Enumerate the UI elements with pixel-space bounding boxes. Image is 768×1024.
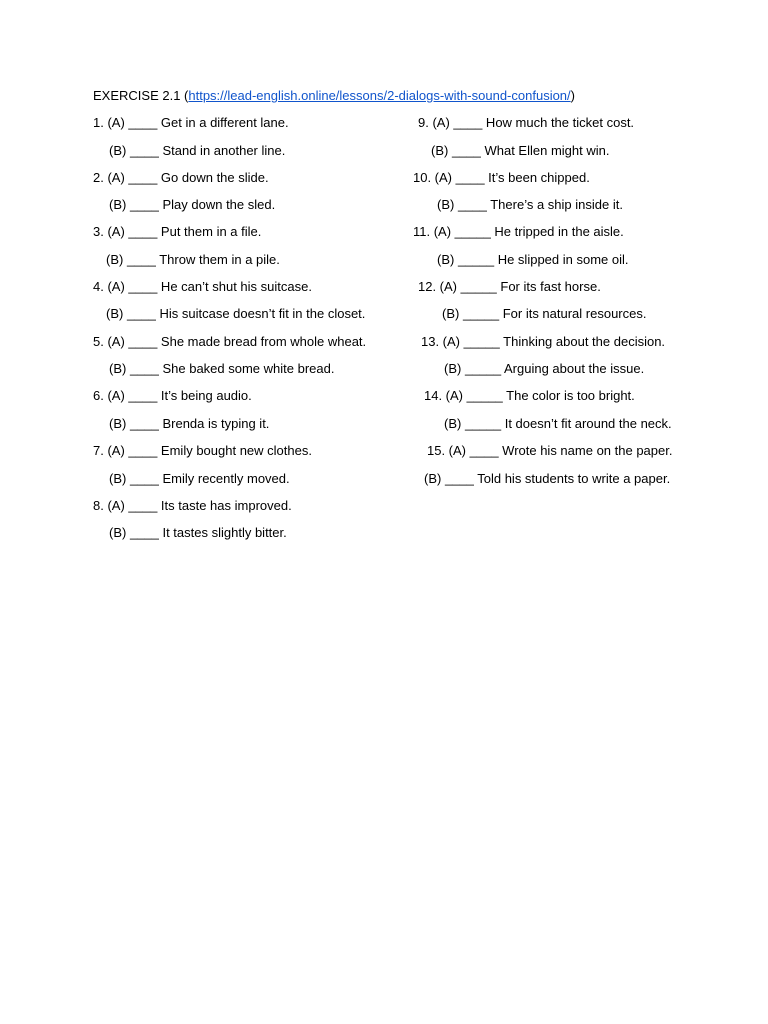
exercise-heading [93,87,575,105]
question-1b: (B) ____ Stand in another line. [109,143,286,158]
question-2b: (B) ____ Play down the sled. [109,197,276,212]
question-12b: (B) _____ For its natural resources. [442,306,647,321]
question-9b: (B) ____ What Ellen might win. [431,143,610,158]
question-11b: (B) _____ He slipped in some oil. [437,252,629,267]
question-6a: 6. (A) ____ It’s being audio. [93,388,252,403]
question-12a: 12. (A) _____ For its fast horse. [418,279,601,294]
question-14b: (B) _____ It doesn’t fit around the neck. [444,416,672,431]
question-13a: 13. (A) _____ Thinking about the decision. [421,334,666,349]
heading-prefix: EXERCISE 2.1 ( [93,88,189,103]
question-10b: (B) ____ There’s a ship inside it. [437,197,623,212]
question-15a: 15. (A) ____ Wrote his name on the paper. [427,443,673,458]
question-3a: 3. (A) ____ Put them in a file. [93,224,262,239]
question-14a: 14. (A) _____ The color is too bright. [424,388,635,403]
question-8a: 8. (A) ____ Its taste has improved. [93,498,292,513]
question-5a: 5. (A) ____ She made bread from whole wheat. [93,334,367,349]
question-10a: 10. (A) ____ It’s been chipped. [413,170,590,185]
question-3b: (B) ____ Throw them in a pile. [106,252,280,267]
question-15b: (B) ____ Told his students to write a paper. [424,471,671,486]
question-5b: (B) ____ She baked some white bread. [109,361,335,376]
question-8b: (B) ____ It tastes slightly bitter. [109,525,287,540]
question-9a: 9. (A) ____ How much the ticket cost. [418,115,635,130]
question-7a: 7. (A) ____ Emily bought new clothes. [93,443,312,458]
lesson-link[interactable]: https://lead-english.online/lessons/2-dialogs-with-sound-confusion/ [188,88,571,103]
question-7b: (B) ____ Emily recently moved. [109,471,290,486]
question-1a: 1. (A) ____ Get in a different lane. [93,115,289,130]
question-6b: (B) ____ Brenda is typing it. [109,416,270,431]
question-13b: (B) _____ Arguing about the issue. [444,361,645,376]
heading-suffix: ) [570,88,575,103]
question-4b: (B) ____ His suitcase doesn’t fit in the closet. [106,306,366,321]
question-4a: 4. (A) ____ He can’t shut his suitcase. [93,279,312,294]
question-11a: 11. (A) _____ He tripped in the aisle. [413,224,624,239]
question-2a: 2. (A) ____ Go down the slide. [93,170,269,185]
